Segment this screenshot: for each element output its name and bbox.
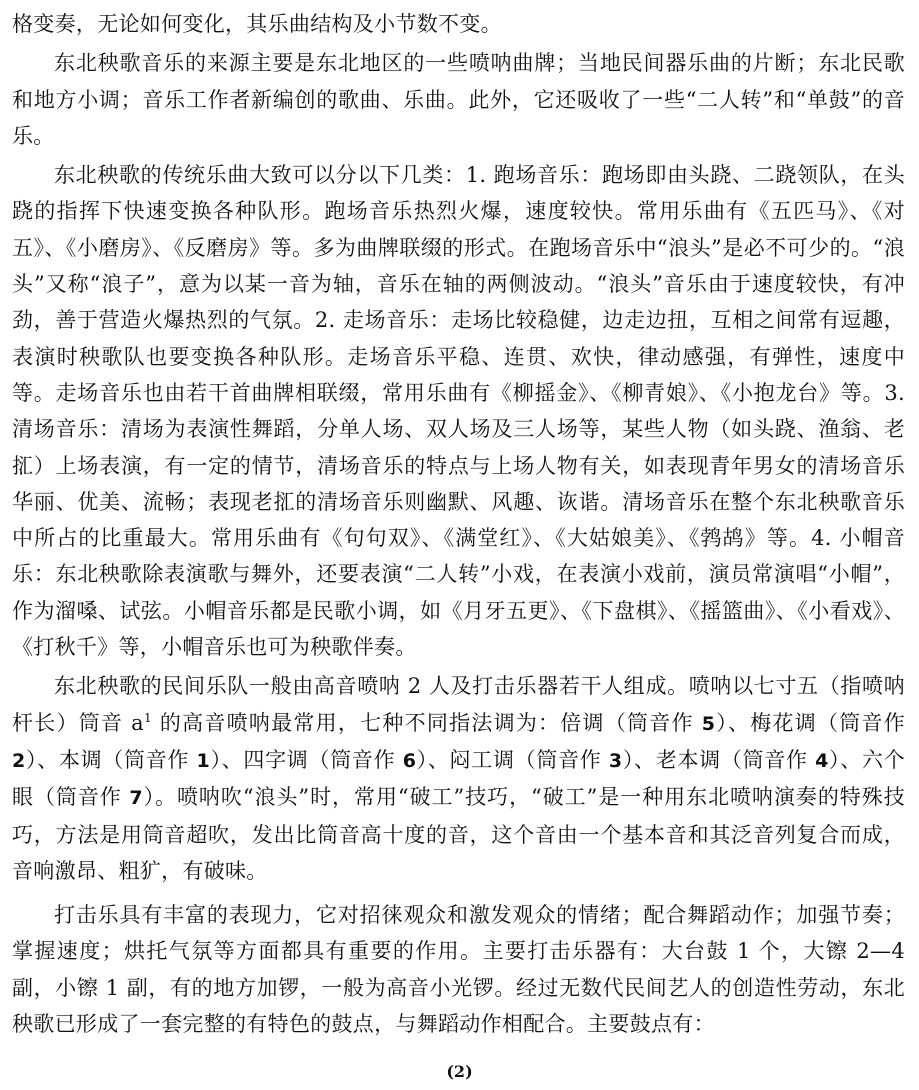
page-number: (2): [446, 1062, 473, 1081]
text-run: ）、四字调（筒音作: [210, 747, 403, 772]
notation-number: 6: [402, 749, 417, 772]
text-run: ）、六个眼（筒音作: [12, 747, 905, 810]
notation-number: 2: [12, 749, 26, 772]
text-run: ）、闷工调（筒音作: [416, 747, 609, 772]
paragraph-continuation: 格变奏，无论如何变化，其乐曲结构及小节数不变。: [12, 12, 502, 36]
notation-number: 4: [815, 749, 829, 772]
paragraph-folk-band: [12, 668, 905, 889]
paragraph-traditional-music-types: 东北秧歌的传统乐曲大致可以分以下几类：1. 跑场音乐：跑场即由头跷、二跷领队，在头跷的指挥下快速变换各种队形。跑场音乐热烈火爆，速度较快。常用乐曲有《五匹马》、《对五》、《小磨房》、《反磨房》等。多为曲牌联缀的形式。在跑场音乐中“浪头”是必不可少的。“浪头”又称“浪子”，意为以某一音为轴，音乐在轴的两侧波动。“浪头”音乐由于速度较快，有冲劲，善于营造火爆热烈的气氛。2. 走场音乐：走场比较稳健，边走边扭，互相之间常有逗趣，表演时秧歌队也要变换各种队形。走场音乐平稳、连贯、欢快，律动感强，有弹性，速度中等。走场音乐也由若干首曲牌相联缀，常用乐曲有《柳摇金》、《柳青娘》、《小抱龙台》等。3. 清场音乐：清场为表演性舞蹈，分单人场、双人场及三人场等，某些人物（如头跷、渔翁、老㧟）上场表演，有一定的情节，清场音乐的特点与上场人物有关，如表现青年男女的清场音乐华丽、优美、流畅；表现老㧟的清场音乐则幽默、风趣、诙谐。清场音乐在整个东北秧歌音乐中所占的比重最大。常用乐曲有《句句双》、《满堂红》、《大姑娘美》、《鹁鸪》等。4. 小帽音乐：东北秧歌除表演歌与舞外，还要表演“二人转”小戏，在表演小戏前，演员常演唱“小帽”，作为溜嗓、试弦。小帽音乐都是民歌小调，如《月牙五更》、《下盘棋》、《摇篮曲》、《小看戏》、《打秋千》等，小帽音乐也可为秧歌伴奏。: [12, 163, 905, 660]
paragraph-percussion: 打击乐具有丰富的表现力，它对招徕观众和激发观众的情绪；配合舞蹈动作；加强节奏；掌握速度；烘托气氛等方面都具有重要的作用。主要打击乐器有：大台鼓 1 个，大镲 2—4 副，小镲 1 副，有的地方加锣，一般为高音小光锣。经过无数代民间艺人的创造性劳动，东北秧歌已形成了一套完整的有特色的鼓点，与舞蹈动作相配合。主要鼓点有：: [12, 903, 905, 1037]
text-run: ）、本调（筒音作: [25, 747, 197, 772]
notation-number: 3: [608, 749, 623, 772]
notation-number: 5: [701, 712, 716, 735]
text-run: ）、梅花调（筒音作: [715, 710, 905, 735]
text-run: 的高音喷呐最常用，七种不同指法调为：倍调（筒音作: [151, 710, 702, 735]
superscript-octave: 1: [143, 710, 152, 725]
text-run: ）、老本调（筒音作: [622, 747, 816, 772]
notation-number: 7: [129, 787, 143, 810]
text-run: ）。喷呐吹“浪头”时，常用“破工”技巧，“破工”是一种用东北喷呐演奏的特殊技巧，方法是用筒音超吹，发出比筒音高十度的音，这个音由一个基本音和其泛音列复合而成，音响激昂、粗犷，有破味。: [12, 785, 905, 883]
paragraph-music-sources: 东北秧歌音乐的来源主要是东北地区的一些喷呐曲牌；当地民间器乐曲的片断；东北民歌和地方小调；音乐工作者新编创的歌曲、乐曲。此外，它还吸收了一些“二人转”和“单鼓”的音乐。: [12, 51, 905, 148]
text-run: 东北秧歌的民间乐队一般由高音喷呐 2 人及打击乐器若干人组成。喷呐以七寸五（指喷呐杆长）筒音 a: [12, 674, 905, 735]
notation-number: 1: [196, 749, 211, 772]
